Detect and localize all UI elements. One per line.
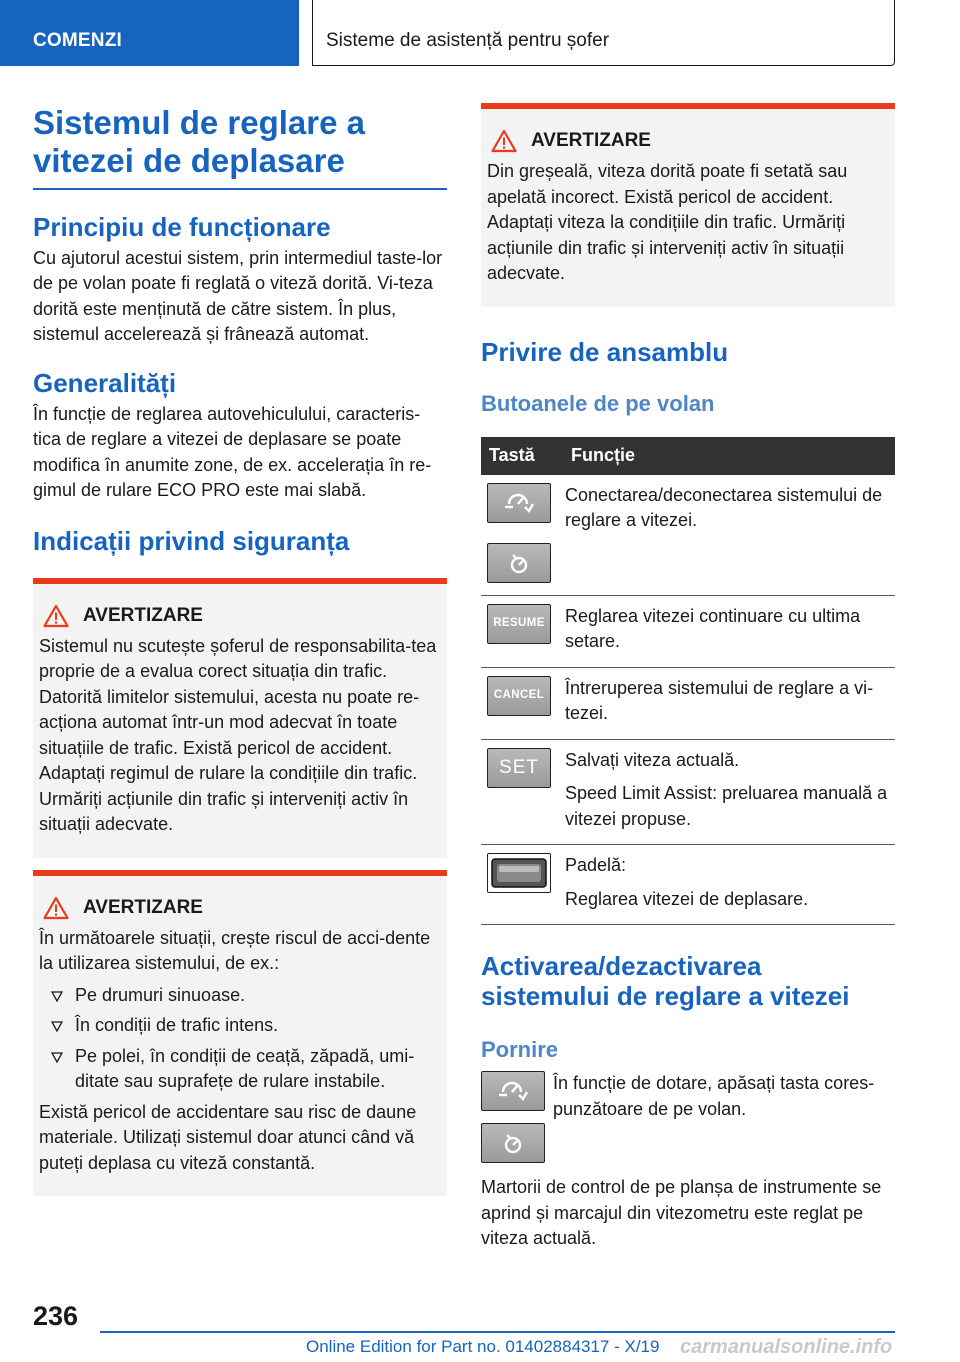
key-label: SET [499, 756, 539, 778]
function-cell [563, 739, 895, 845]
warning-box-1 [33, 578, 447, 858]
table-row [481, 845, 895, 925]
warning-box-3 [481, 103, 895, 307]
edition-info: Online Edition for Part no. 01402884317 - X/19 [306, 1337, 660, 1356]
list-item-text: Pe drumuri sinuoase. [75, 984, 246, 1005]
speed-limiter-key-icon [487, 543, 551, 583]
warning-title-row [39, 894, 441, 922]
title-divider [33, 188, 447, 190]
heading-principle: Principiu de funcționare [33, 211, 331, 242]
section-tab-label: COMENZI [33, 30, 123, 51]
function-cell [563, 595, 895, 667]
warning-text: Din greșeală, viteza dorită poate fi setată sau apelată incorect. Există pericol de accident. Adaptați viteza la condițiile din trafic. Urmăriți acțiunile din trafic și interveniți activ în situații adecvate. [487, 161, 848, 283]
warning-triangle-icon [43, 896, 69, 920]
buttons-table [481, 437, 895, 926]
function-text: Padelă: [565, 855, 627, 875]
table-header-row [481, 437, 895, 475]
bullet-triangle-icon [51, 991, 63, 1002]
key-cell [481, 845, 563, 925]
lamps-text: Martorii de control de pe planșa de instrumente se aprind și marcajul din vitezometru este reglat pe viteza actuală. [481, 1177, 882, 1248]
warning-title: AVERTIZARE [531, 130, 651, 151]
warning-intro: În următoarele situații, crește riscul de acci-dente la utilizarea sistemului, de ex.: [39, 927, 431, 973]
heading-general: Generalități [33, 367, 177, 398]
warning-triangle-icon [491, 129, 517, 153]
warning-title: AVERTIZARE [83, 896, 203, 918]
function-text: Reglarea vitezei continuare cu ultima setare. [565, 605, 861, 651]
table-row [481, 475, 895, 596]
function-cell [563, 475, 895, 596]
heading-overview: Privire de ansamblu [481, 336, 729, 367]
table-row [481, 739, 895, 845]
function-text: Întreruperea sistemului de reglare a vi-tezei. [565, 677, 874, 723]
function-text: Conectarea/deconectarea sistemului de reglare a vitezei. [565, 484, 883, 530]
column-header-function: Funcție [563, 437, 895, 475]
list-item-text: În condiții de trafic intens. [75, 1015, 279, 1035]
key-cell [481, 739, 563, 845]
start-text: În funcție de dotare, apăsați tasta cores-punzătoare de pe volan. [553, 1073, 875, 1119]
page-title: Sistemul de reglare a vitezei de deplasare [33, 104, 365, 179]
chapter-header [312, 0, 895, 66]
cancel-key [487, 676, 551, 716]
warning-triangle-icon [43, 604, 69, 628]
warning-outro: Există pericol de accidentare sau risc de daune materiale. Utilizați sistemul doar atunci când vă puteți deplasa cu viteză constantă. [39, 1101, 417, 1173]
function-cell [563, 845, 895, 925]
warning-text: Sistemul nu scutește șoferul de responsabilita-tea proprie de a evalua corect situația din trafic. Datorită limitelor sistemului, acesta nu poate re-acționa automat într-un mod adecvat în toate situațiile de trafic. Există pericol de accident. Adaptați regimul de rulare la condițiile din trafic. Urmăriți acțiunile din trafic și interveniți activ în situații adecvate. [39, 635, 437, 834]
risk-list [39, 983, 441, 1095]
warning-box-2 [33, 870, 447, 1197]
list-item-text: Pe polei, în condiții de ceață, zăpadă, umi-ditate sau suprafețe de rulare instabile. [75, 1045, 415, 1091]
column-header-key: Tastă [481, 437, 563, 475]
footer-divider [100, 1331, 895, 1333]
list-item [39, 1044, 441, 1095]
page-number: 236 [33, 1301, 79, 1331]
function-text: Salvați viteza actuală. [565, 749, 740, 770]
warning-title-row [487, 127, 889, 155]
principle-text: Cu ajutorul acestui sistem, prin intermediul taste-lor de pe volan poate fi reglată o viteză dorită. Vi-teza dorită este menținută de către sistem. În plus, sistemul accelerează și frânează automat. [33, 247, 443, 344]
list-item [39, 983, 441, 1009]
key-label: CANCEL [493, 688, 545, 701]
bullet-triangle-icon [51, 1021, 63, 1032]
key-cell [481, 595, 563, 667]
resume-key [487, 604, 551, 644]
heading-start: Pornire [481, 1037, 559, 1062]
table-row [481, 667, 895, 739]
list-item [39, 1013, 441, 1039]
left-column [33, 100, 447, 1196]
key-label: RESUME [493, 616, 545, 629]
key-cell [481, 475, 563, 596]
heading-buttons: Butoanele de pe volan [481, 390, 715, 416]
right-column [481, 103, 895, 1252]
paddle-key-icon [487, 853, 551, 893]
function-cell [563, 667, 895, 739]
heading-activation: Activarea/dezactivarea sistemului de reglare a vitezei [481, 951, 850, 1011]
warning-title-row [39, 602, 441, 630]
set-key [487, 748, 551, 788]
table-row [481, 595, 895, 667]
function-text-secondary: Speed Limit Assist: preluarea manuală a vitezei propuse. [565, 783, 888, 829]
cruise-control-key-icon [487, 483, 551, 523]
chapter-title: Sisteme de asistență pentru șofer [326, 30, 610, 51]
bullet-triangle-icon [51, 1052, 63, 1063]
general-text: În funcție de reglarea autovehiculului, caracteris-tica de reglare a vitezei de deplasare se poate modifica în anumite zone, de ex. accelerația în re-gimul de rulare ECO PRO este mai slabă. [33, 403, 432, 500]
watermark: carmanualsonline.info [680, 1336, 893, 1358]
start-instruction [481, 1071, 895, 1163]
warning-title: AVERTIZARE [83, 604, 203, 626]
heading-safety: Indicații privind siguranța [33, 525, 350, 556]
function-text-secondary: Reglarea vitezei de deplasare. [565, 888, 809, 909]
cruise-control-key-icon [481, 1071, 545, 1111]
speed-limiter-key-icon [481, 1123, 545, 1163]
start-keys [481, 1071, 553, 1163]
key-cell [481, 667, 563, 739]
section-tab [0, 0, 299, 66]
